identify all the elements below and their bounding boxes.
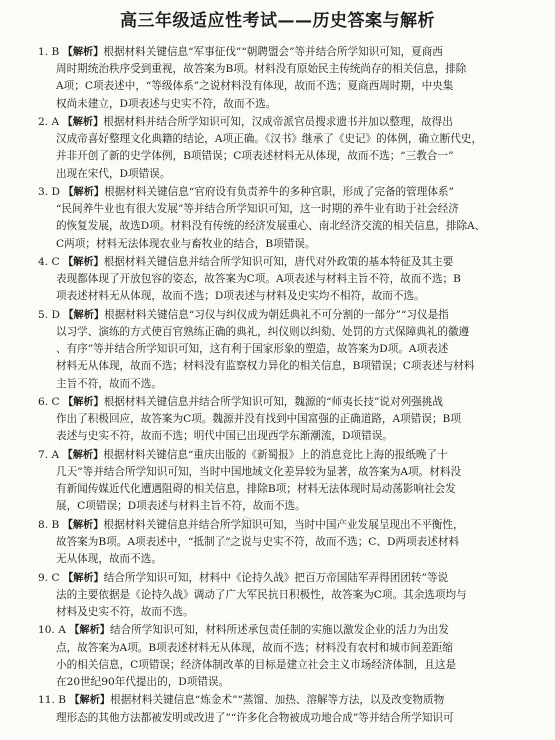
answer-choice: D [51,308,64,321]
answer-choice: D [51,186,64,198]
question-number: 9. [38,571,52,584]
analysis-tag: 【解析】 [69,625,110,637]
analysis-tag: 【解析】 [62,519,104,531]
analysis-line: 在20世纪90年代提出的，D项错误。 [56,675,230,688]
question-number: 5. [38,308,52,321]
analysis-tag: 【解析】 [62,397,104,408]
analysis-tag: 【解析】 [62,257,104,268]
analysis-line: 表述与史实不符，故而不选；明代中国已出现西学东渐潮流，D项错误。 [56,430,393,443]
analysis-line: 无从体现，故而不选。 [56,553,162,566]
question-number: 10. [38,624,59,637]
answer-first-line [38,692,444,709]
analysis-line: 出现在宋代，D项错误。 [56,167,171,180]
analysis-line: 材料无从体现，故而不选；材料没有监察权力异化的相关信息，B项错误；C项表述与材料 [56,360,475,373]
analysis-tag: 【解析】 [63,187,105,198]
analysis-text: 结合所学知识可知，材料中《论持久战》把百万帝国陆军弄得团团转”等说 [103,571,449,584]
analysis-line: “民间养牛业也有很大发展”等并结合所学知识可知，这一时期的养牛业有助于社会经济 [56,203,459,216]
answer-first-line [38,44,443,61]
analysis-text: 根据材料关键信息“重庆出版的《新蜀报》上的消息竞比上海的报纸晚了十 [103,448,448,461]
analysis-tag: 【解析】 [62,47,104,58]
analysis-text: 根据材料关键信息并结合所学知识可知，当时中国产业发展呈现出不平衡性， [103,518,464,531]
analysis-line: 法的主要依据是《论持久战》调动了广大军民抗日积极性，故答案为C项。其余选项均与 [56,588,467,601]
answer-choice: B [51,46,63,58]
analysis-line: 的恢复发展，故选D项。材料没有传统的经济发展重心、南北经济交流的相关信息，排除A、 [56,220,486,233]
analysis-text: 结合所学知识可知，材料所述承包责任制的实施以激发企业的活力为出发 [110,624,449,637]
analysis-line: C两项；材料无法体现农业与畜牧业的结合，B项错误。 [56,237,316,250]
analysis-line: 权尚未建立，D项表述与史实不符，故而不选。 [56,97,277,110]
watermark: ✎ ⁄⁄ ╲ [216,508,269,558]
question-number: 3. [38,186,52,198]
analysis-tag: 【解析】 [62,117,104,128]
answer-first-line [38,307,449,324]
answer-first-line [38,394,443,411]
answer-choice: A [51,116,63,128]
analysis-line: 表现都体现了开放包容的姿态，故答案为C项。A项表述与材料主旨不符，故而不选；B [56,273,461,286]
question-number: 7. [38,448,52,461]
answer-choice: C [51,571,63,584]
answer-choice: A [58,624,70,637]
question-number: 4. [38,256,52,268]
analysis-line: 有新闻传媒近代化遭遇阻碍的相关信息，排除B项；材料无法体现时局动荡影响社会发 [56,483,456,496]
analysis-text: 根据材料并结合所学知识可知，汉成帝派官员搜求遗书并加以整理，故得出 [103,116,453,128]
analysis-text: 根据材料关键信息并结合所学知识可知，唐代对外政策的基本特征及其主要 [103,256,454,268]
answer-choice: B [58,694,70,707]
analysis-line: 材料及史实不符，故而不选。 [56,605,194,618]
analysis-line: 、有序”等并结合所学知识可知，这有利于国家形象的塑造，故答案为D项。A项表述 [56,343,449,356]
question-number: 1. [38,46,52,58]
answer-choice: C [51,396,63,408]
analysis-text: 根据材料关键信息“炼金术”“蒸馏、加热、溶解等方法，以及改变物质物 [110,694,445,707]
analysis-line: A项；C项表述中，“等级体系”之说材料没有体现，故而不选；夏商西周时期，中央集 [56,80,454,93]
answer-first-line [38,254,453,271]
analysis-line: 点，故答案为A项。B项表述材料无从体现，故而不选；材料没有农村和城市间差距缩 [56,641,453,654]
analysis-text: 根据材料关键信息并结合所学知识可知，魏源的“师夷长技”说对列强挑战 [103,396,443,408]
analysis-line: 展，C项错误；D项表述与材料主旨不符，故而不选。 [56,500,306,513]
analysis-line: 小的相关信息，C项错误；经济体制改革的目标是建立社会主义市场经济体制，且这是 [56,658,457,671]
analysis-tag: 【解析】 [62,572,104,584]
answer-first-line [38,114,453,131]
analysis-line: 几天”等并结合所学知识可知，当时中国地域文化差异较为显著，故答案为A项。材料没 [56,465,462,478]
answer-choice: A [51,448,63,461]
analysis-tag: 【解析】 [62,449,104,461]
question-number: 11. [38,694,59,707]
analysis-line: 理形态的其他方法都被发明或改进了”“许多化合物被成功地合成”等并结合所学知识可 [56,711,454,724]
analysis-text: 根据材料关键信息“官府设有负责养牛的多种官职，形成了完备的管理体系” [104,186,454,198]
analysis-line: 以习学、演练的方式使百官熟练正确的典礼，纠仪则以纠劾、处罚的方式保障典礼的徽遵 [56,325,470,338]
question-number: 6. [38,396,52,408]
analysis-tag: 【解析】 [63,309,105,321]
analysis-line: 作出了积极回应，故答案为C项。魏源并没有找到中国富强的正确道路，A项错误；B项 [56,413,461,426]
answer-first-line [38,622,449,639]
answer-first-line [38,184,454,201]
analysis-tag: 【解析】 [69,695,111,707]
question-number: 8. [38,518,52,531]
analysis-text: 根据材料关键信息“军事征伐”“朝聘盟会”等并结合所学知识可知，夏商西 [103,46,443,58]
question-number: 2. [38,116,52,128]
analysis-line: 项表述材料无从体现，故而不选；D项表述与材料及史实均不相符，故而不选。 [56,290,425,303]
answer-choice: B [51,518,63,531]
analysis-line: 周时期统治秩序受到重视，故答案为B项。材料没有原始民主传统尚存的相关信息，排除 [56,63,467,76]
analysis-line: 汉成帝喜好整理文化典籍的结论，A项正确。《汉书》继承了《史记》的体例，确立断代史， [56,133,483,146]
analysis-line: 故答案为B项。A项表述中，“抵制了”之说与史实不符，故而不选；C、D两项表述材料 [56,535,460,548]
page-title: 高三年级适应性考试——历史答案与解析 [120,11,435,31]
answer-choice: C [51,256,63,268]
analysis-text: 根据材料关键信息“习仪与纠仪成为朝廷典礼不可分割的一部分”“习仪是指 [104,308,449,321]
answer-first-line [38,447,448,464]
analysis-line: 主旨不符，故而不选。 [56,377,162,390]
analysis-line: 并非开创了新的史学体例，B项错误；C项表述材料无从体现，故而不选；“三教合一” [56,150,454,163]
